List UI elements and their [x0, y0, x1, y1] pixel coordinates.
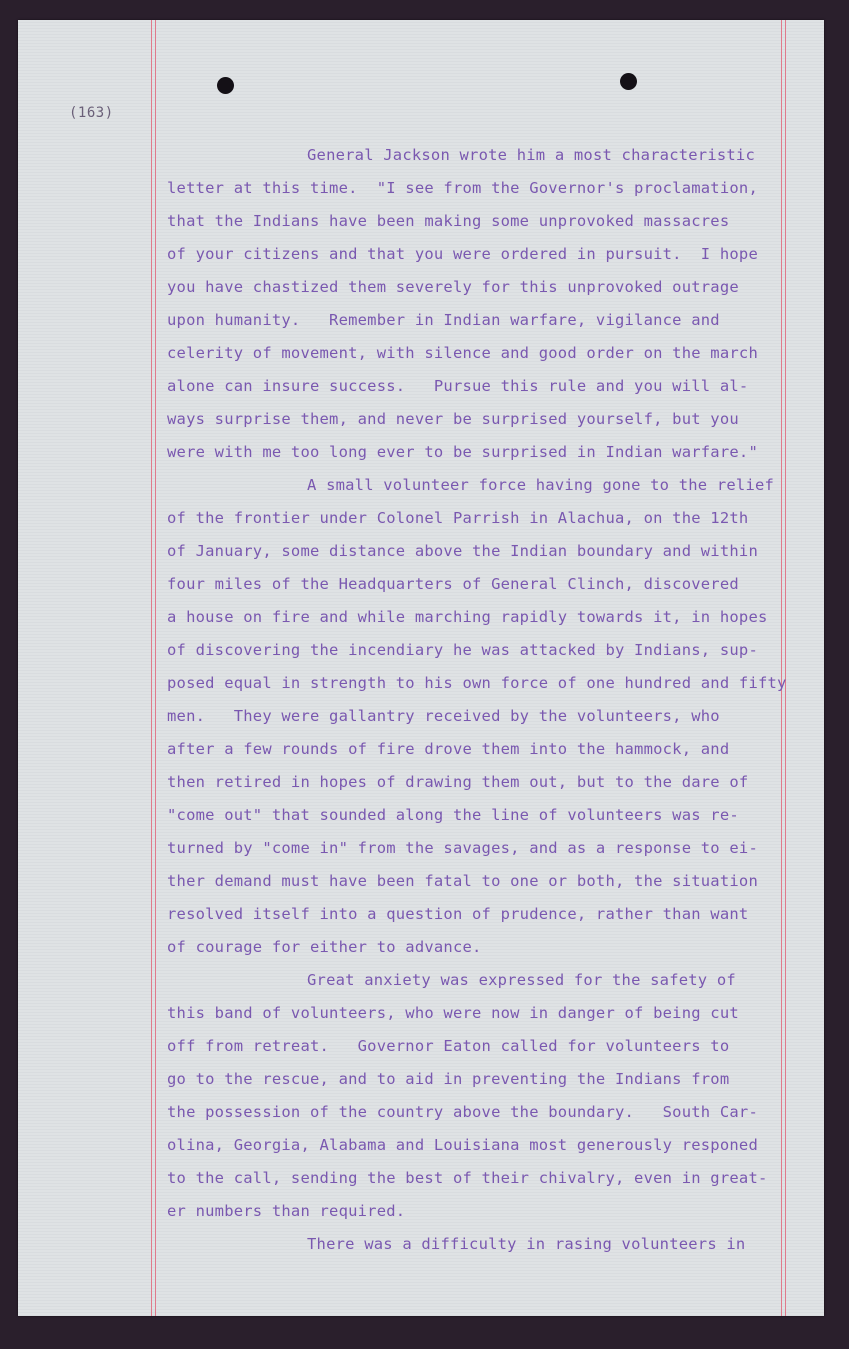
- punch-hole-right: [620, 73, 637, 90]
- text-line: General Jackson wrote him a most characteristic: [307, 146, 755, 164]
- text-line: you have chastized them severely for this unprovoked outrage: [167, 278, 739, 296]
- text-line: men. They were gallantry received by the volunteers, who: [167, 707, 720, 725]
- text-line: to the call, sending the best of their chivalry, even in great-: [167, 1169, 768, 1187]
- text-line: olina, Georgia, Alabama and Louisiana most generously responed: [167, 1136, 758, 1154]
- typed-text-body: [167, 139, 847, 1261]
- text-line: A small volunteer force having gone to the relief: [307, 476, 775, 494]
- text-line: upon humanity. Remember in Indian warfare, vigilance and: [167, 311, 720, 329]
- text-line: Great anxiety was expressed for the safety of: [307, 971, 736, 989]
- text-line: celerity of movement, with silence and good order on the march: [167, 344, 758, 362]
- text-line: the possession of the country above the boundary. South Car-: [167, 1103, 758, 1121]
- text-line: of courage for either to advance.: [167, 938, 482, 956]
- text-line: off from retreat. Governor Eaton called for volunteers to: [167, 1037, 730, 1055]
- left-margin-line-inner: [155, 20, 156, 1316]
- text-line: letter at this time. "I see from the Governor's proclamation,: [167, 179, 758, 197]
- text-line: go to the rescue, and to aid in preventing the Indians from: [167, 1070, 730, 1088]
- punch-hole-left: [217, 77, 234, 94]
- text-line: that the Indians have been making some unprovoked massacres: [167, 212, 730, 230]
- text-line: of your citizens and that you were ordered in pursuit. I hope: [167, 245, 758, 263]
- text-line: There was a difficulty in rasing volunteers in: [307, 1235, 746, 1253]
- text-line: ways surprise them, and never be surprised yourself, but you: [167, 410, 739, 428]
- text-line: ther demand must have been fatal to one or both, the situation: [167, 872, 758, 890]
- document-page: [18, 20, 824, 1316]
- text-line: resolved itself into a question of prudence, rather than want: [167, 905, 749, 923]
- left-margin-line: [151, 20, 152, 1316]
- text-line: turned by "come in" from the savages, and as a response to ei-: [167, 839, 758, 857]
- text-line: of the frontier under Colonel Parrish in Alachua, on the 12th: [167, 509, 749, 527]
- text-line: alone can insure success. Pursue this rule and you will al-: [167, 377, 749, 395]
- text-line: a house on fire and while marching rapidly towards it, in hopes: [167, 608, 768, 626]
- text-line: then retired in hopes of drawing them out, but to the dare of: [167, 773, 749, 791]
- text-line: after a few rounds of fire drove them into the hammock, and: [167, 740, 730, 758]
- text-line: posed equal in strength to his own force of one hundred and fifty: [167, 674, 787, 692]
- text-line: "come out" that sounded along the line of volunteers was re-: [167, 806, 739, 824]
- text-line: four miles of the Headquarters of General Clinch, discovered: [167, 575, 739, 593]
- text-line: of discovering the incendiary he was attacked by Indians, sup-: [167, 641, 758, 659]
- text-line: of January, some distance above the Indian boundary and within: [167, 542, 758, 560]
- page-number: (163): [69, 105, 114, 121]
- text-line: er numbers than required.: [167, 1202, 406, 1220]
- text-line: were with me too long ever to be surprised in Indian warfare.": [167, 443, 758, 461]
- text-line: this band of volunteers, who were now in danger of being cut: [167, 1004, 739, 1022]
